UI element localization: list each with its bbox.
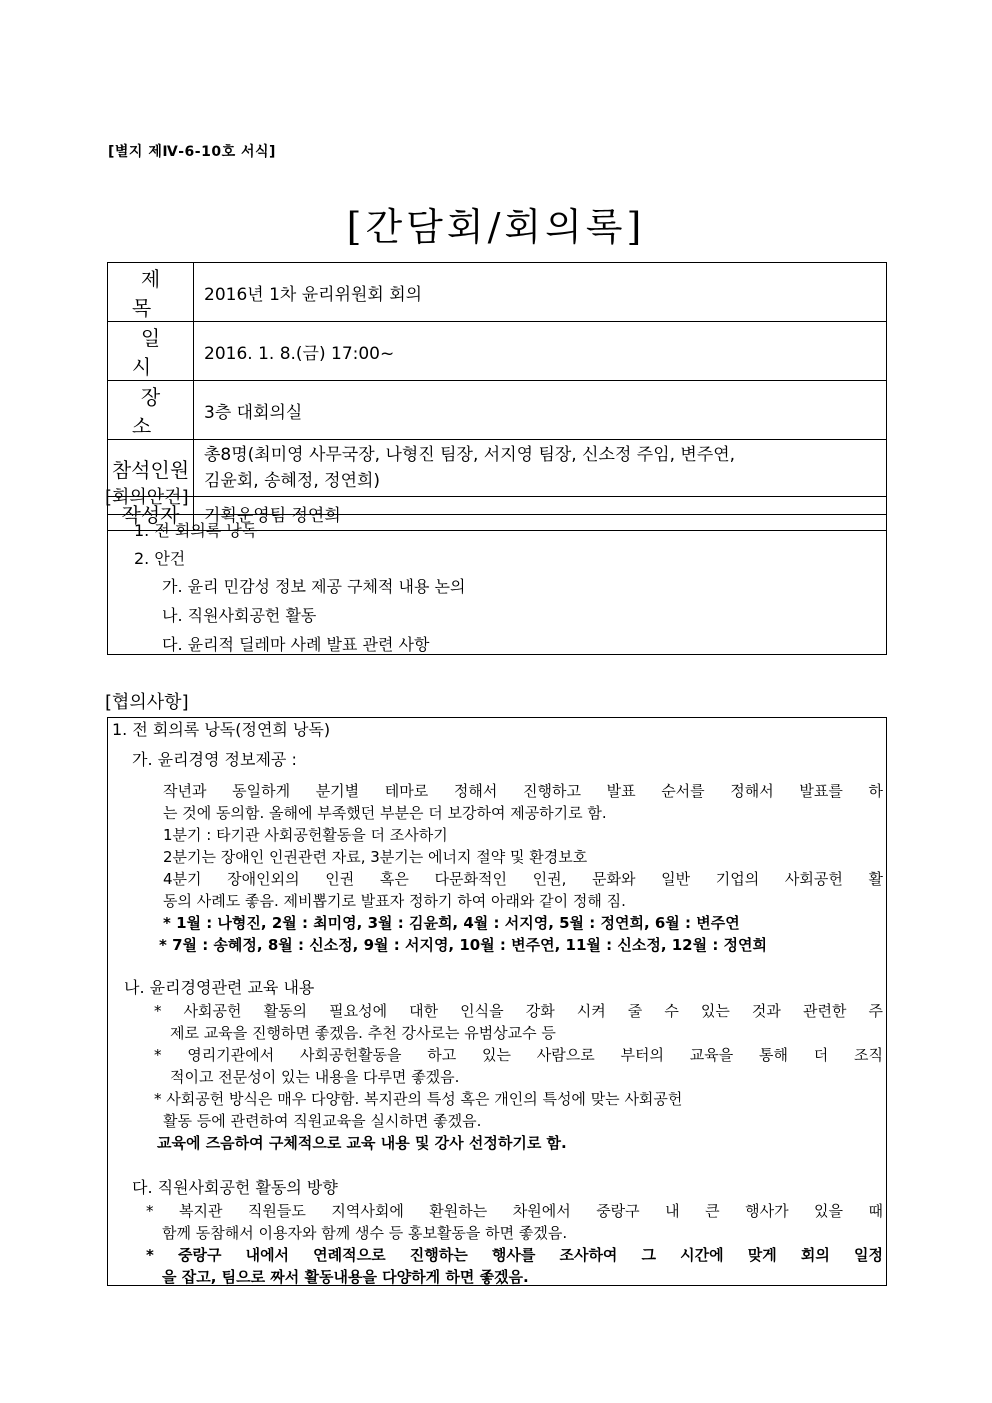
agenda-item: 가. 윤리 민감성 정보 제공 구체적 내용 논의 [162,577,466,596]
agenda-box [107,514,887,655]
da-line: * 복지관 직원들도 지역사회에 환원하는 차원에서 중랑구 내 큰 행사가 있을 때 [146,1202,883,1220]
agenda-section-title: [회의안건] [105,487,189,508]
presenter-schedule-line: * 7월 : 송혜정, 8월 : 신소정, 9월 : 서지영, 10월 : 변주연, 11월 : 신소정, 12월 : 정연희 [159,936,768,954]
subsection-ga-title: 가. 윤리경영 정보제공 : [132,750,297,769]
info-row-subject [108,263,887,322]
document-title: [간담회/회의록] [346,205,646,249]
subject-label: 제 목 [108,263,194,322]
attendees-line-2: 김윤회, 송혜정, 정연희) [204,471,381,491]
info-row-attendees [108,440,887,497]
na-conclusion: 교육에 즈음하여 구체적으로 교육 내용 및 강사 선정하기로 함. [157,1134,567,1152]
info-row-location [108,381,887,440]
agenda-item: 다. 윤리적 딜레마 사례 발표 관련 사항 [162,635,430,654]
na-line: 활동 등에 관련하여 직원교육을 실시하면 좋겠음. [163,1112,482,1130]
na-line: 적이고 전문성이 있는 내용을 다루면 좋겠음. [170,1068,460,1086]
meeting-info-table [107,262,887,531]
attendees-label: 참석인원 [108,440,194,497]
ga-line: 1분기 : 타기관 사회공헌활동을 더 조사하기 [163,826,448,844]
author-value: 기획운영팀 정연희 [194,497,887,531]
discussion-box [107,717,887,1286]
attendees-line-1: 총8명(최미영 사무국장, 나형진 팀장, 서지영 팀장, 신소정 주임, 변주연, [204,445,736,465]
datetime-label: 일 시 [108,322,194,381]
author-label: 작성자 [108,497,194,531]
subsection-da-title: 다. 직원사회공헌 활동의 방향 [132,1178,338,1197]
da-bold-line: * 중랑구 내에서 연례적으로 진행하는 행사를 조사하여 그 시간에 맞게 회의 일정 [146,1246,883,1264]
form-identifier: [별지 제Ⅳ-6-10호 서식] [108,144,276,160]
ga-line: 동의 사례도 좋음. 제비뽑기로 발표자 정하기 하여 아래와 같이 정해 짐. [163,892,626,910]
na-line: * 영리기관에서 사회공헌활동을 하고 있는 사람으로 부터의 교육을 통해 더 조직 [154,1046,883,1064]
agenda-item: 나. 직원사회공헌 활동 [162,606,317,625]
discussion-section-title: [협의사항] [105,692,189,713]
ga-line: 는 것에 동의함. 올해에 부족했던 부분은 더 보강하여 제공하기로 함. [163,804,607,822]
na-line: * 사회공헌 방식은 매우 다양함. 복지관의 특성 혹은 개인의 특성에 맞는 사회공헌 [154,1090,683,1108]
info-row-datetime [108,322,887,381]
ga-line: 2분기는 장애인 인권관련 자료, 3분기는 에너지 절약 및 환경보호 [163,848,588,866]
na-line: * 사회공헌 활동의 필요성에 대한 인식을 강화 시켜 줄 수 있는 것과 관련한 주 [154,1002,883,1020]
agenda-item: 2. 안건 [134,549,186,568]
ga-line: 4분기 장애인외의 인권 혹은 다문화적인 인권, 문화와 일반 기업의 사회공헌 활 [163,870,883,888]
attendees-value [194,440,887,497]
ga-line: 작년과 동일하게 분기별 테마로 정해서 진행하고 발표 순서를 정해서 발표를 하 [163,782,883,800]
subject-value: 2016년 1차 윤리위원회 회의 [194,263,887,322]
location-label: 장 소 [108,381,194,440]
da-bold-line: 을 잡고, 팀으로 짜서 활동내용을 다양하게 하면 좋겠음. [162,1268,529,1286]
discussion-heading: 1. 전 회의록 낭독(정연희 낭독) [112,720,331,739]
subsection-na-title: 나. 윤리경영관련 교육 내용 [124,978,315,997]
agenda-item: 1. 전 회의록 낭독 [134,521,258,540]
na-line: 제로 교육을 진행하면 좋겠음. 추천 강사로는 유범상교수 등 [170,1024,556,1042]
presenter-schedule-line: * 1월 : 나형진, 2월 : 최미영, 3월 : 김윤희, 4월 : 서지영, 5월 : 정연희, 6월 : 변주연 [163,914,740,932]
location-value: 3층 대회의실 [194,381,887,440]
datetime-value: 2016. 1. 8.(금) 17:00~ [194,322,887,381]
da-line: 함께 동참해서 이용자와 함께 생수 등 홍보활동을 하면 좋겠음. [162,1224,568,1242]
